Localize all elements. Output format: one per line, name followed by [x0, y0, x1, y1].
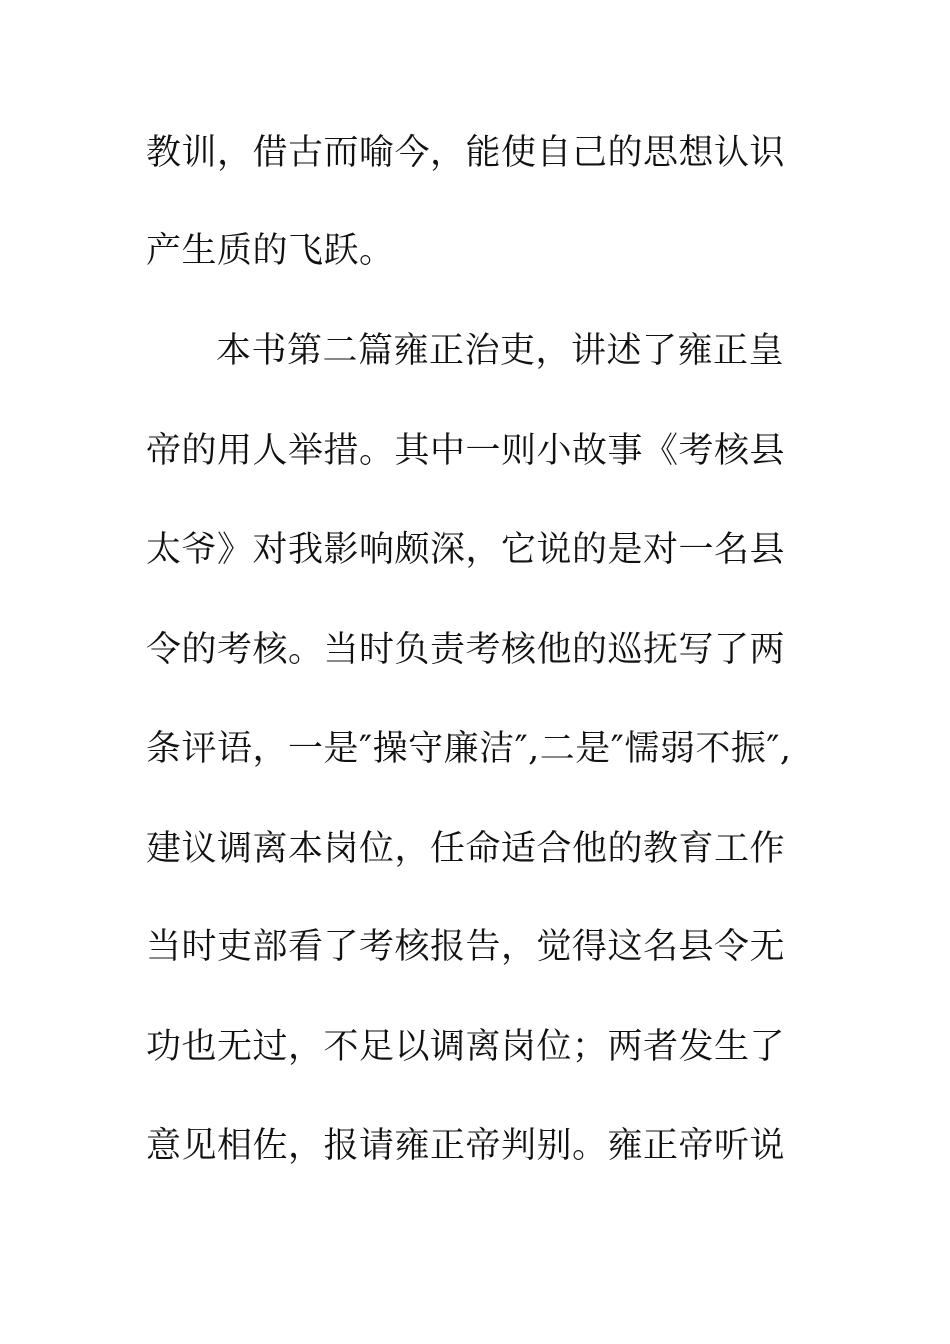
- paragraph-line: 教训，借古而喻今，能使自己的思想认识: [146, 133, 786, 173]
- paragraph-line: 帝的用人举措。其中一则小故事《考核县: [146, 431, 786, 471]
- paragraph-line: 当时吏部看了考核报告，觉得这名县令无: [146, 927, 786, 967]
- paragraph-line: 产生质的飞跃。: [146, 231, 395, 271]
- paragraph-line: 意见相佐，报请雍正帝判别。雍正帝听说: [146, 1126, 786, 1166]
- paragraph-line: 条评语，一是″操守廉洁″,二是″懦弱不振″,: [146, 729, 792, 769]
- paragraph-line: 令的考核。当时负责考核他的巡抚写了两: [146, 630, 786, 670]
- paragraph-line: 建议调离本岗位，任命适合他的教育工作: [146, 829, 786, 869]
- paragraph-line: 太爷》对我影响颇深，它说的是对一名县: [146, 530, 786, 570]
- paragraph-first-line: 本书第二篇雍正治吏，讲述了雍正皇: [216, 331, 785, 371]
- paragraph-line: 功也无过，不足以调离岗位；两者发生了: [146, 1027, 786, 1067]
